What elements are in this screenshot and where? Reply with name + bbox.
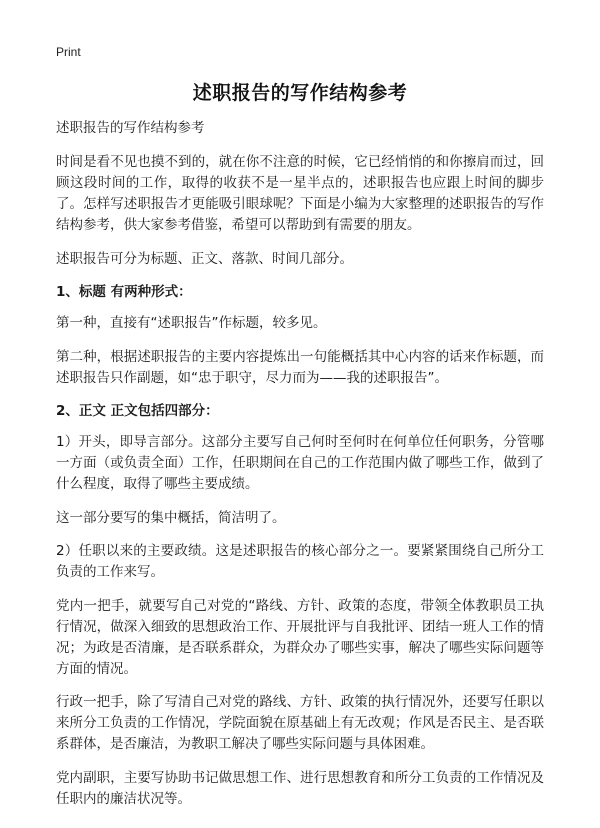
section-2-paragraph-1: 1）开头，即导言部分。这部分主要写自己何时至何时在何单位任何职务，分管哪一方面（或负责全面）工作，任职期间在自己的工作范围内做了哪些工作，做到了什么程度，取得了哪些主要成绩。	[56, 434, 544, 492]
section-2-paragraph-4: 党内一把手，就要写自己对党的“路线、方针、政策的态度，带领全体教职员工执行情况，做深入细致的思想政治工作、开展批评与自我批评、团结一班人工作的情况；为政是否清廉，是否联系群众，为群众办了哪些实事，解决了哪些实际问题等方面的情况。	[56, 597, 544, 677]
intro-paragraph: 时间是看不见也摸不到的，就在你不注意的时候，它已经悄悄的和你擦肩而过，回顾这段时间的工作，取得的收获不是一星半点的，述职报告也应跟上时间的脚步了。怎样写述职报告才更能吸引眼球呢？下面是小编为大家整理的述职报告的写作结构参考，供大家参考借鉴，希望可以帮助到有需要的朋友。	[56, 154, 544, 233]
section-1-paragraph-2: 第二种，根据述职报告的主要内容提炼出一句能概括其中心内容的话来作标题，而述职报告只作副题，如“忠于职守，尽力而为——我的述职报告”。	[56, 348, 544, 386]
section-2-paragraph-5: 行政一把手，除了写清自己对党的路线、方针、政策的执行情况外，还要写任职以来所分工负责的工作情况，学院面貌在原基础上有无改观；作风是否民主、是否联系群体，是否廉洁，为教职工解决了哪些实际问题与具体困难。	[56, 694, 544, 752]
document-body	[56, 118, 544, 822]
document-title: 述职报告的写作结构参考	[192, 82, 408, 104]
section-2-paragraph-3: 2）任职以来的主要政绩。这是述职报告的核心部分之一。要紧紧围绕自己所分工负责的工作来写。	[56, 543, 544, 580]
section-2-heading: 2、正文 正文包括四部分：	[56, 403, 219, 419]
section-2-paragraph-2: 这一部分要写的集中概括，简洁明了。	[56, 509, 286, 526]
section-2-paragraph-6: 党内副职，主要写协助书记做思想工作、进行思想教育和所分工负责的工作情况及任职内的廉洁状况等。	[56, 769, 544, 807]
section-1-heading: 1、标题 有两种形式：	[56, 284, 192, 300]
document-subtitle: 述职报告的写作结构参考	[56, 120, 205, 136]
section-1-paragraph-1: 第一种，直接有“述职报告”作标题，较多见。	[56, 315, 327, 331]
print-label: Print	[56, 45, 81, 59]
overview-paragraph: 述职报告可分为标题、正文、落款、时间几部分。	[56, 250, 353, 267]
